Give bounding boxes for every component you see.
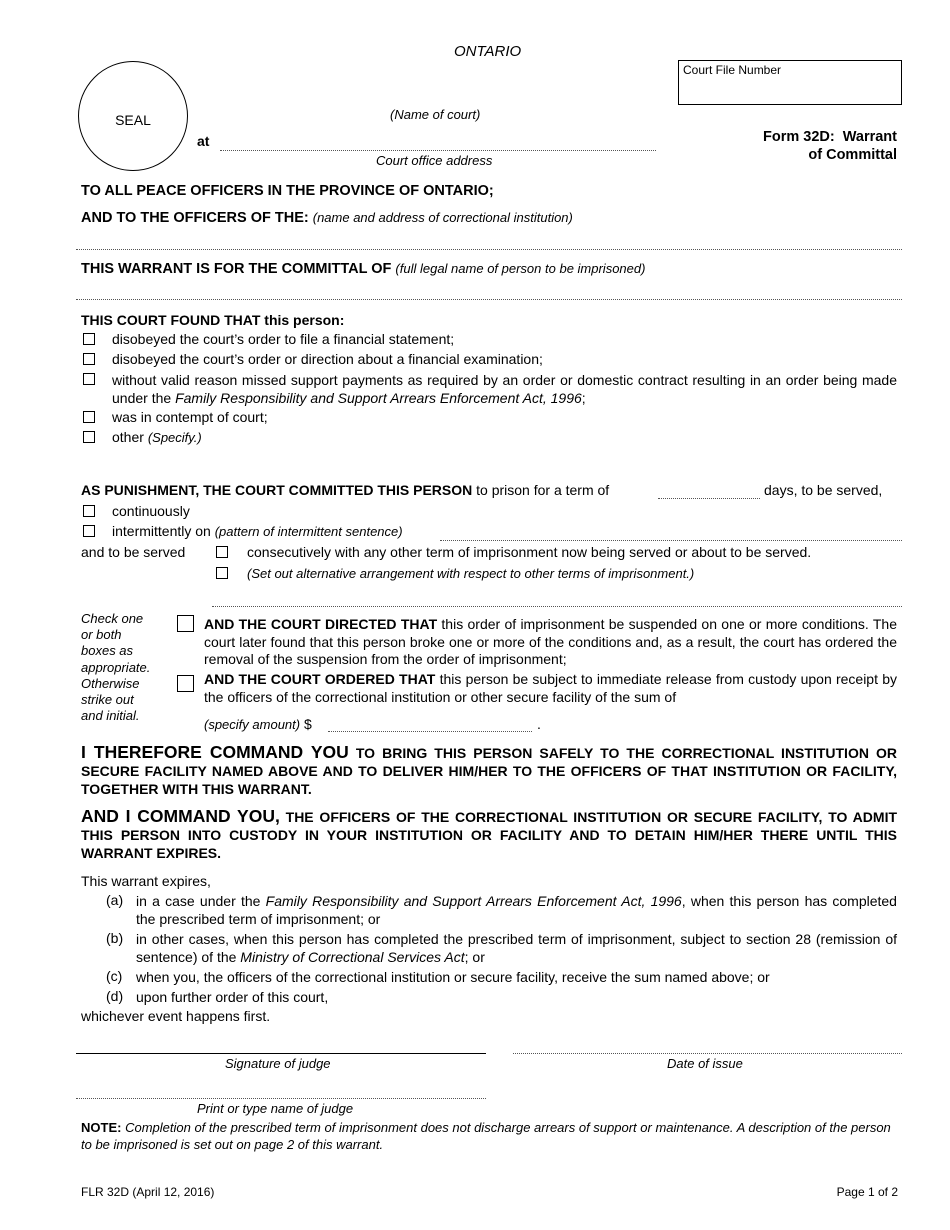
finding-financial-statement-text: disobeyed the court’s order to file a financial statement; [112,331,455,347]
alternative-arrangement-field[interactable] [212,606,902,607]
peace-officers-heading: TO ALL PEACE OFFICERS IN THE PROVINCE OF ONTARIO; [81,183,494,199]
person-name-field[interactable] [76,299,902,300]
alternative-arrangement-hint: (Set out alternative arrangement with respect to other terms of imprisonment.) [247,566,695,581]
court-ordered-checkbox[interactable] [177,675,194,692]
continuously-checkbox[interactable] [83,505,95,517]
judge-signature-field[interactable] [76,1053,486,1054]
officers-of-hint: (name and address of correctional institution) [312,210,573,225]
expiry-item-a [106,892,897,928]
expiry-label-b: (b) [106,930,124,946]
expiry-item-d [106,988,897,1006]
intermittently-line [112,523,403,539]
expiry-a-text2: , when this person has completed the prescribed term of imprisonment; or [136,893,897,927]
intermittent-pattern-field[interactable] [440,540,902,541]
committal-label: THIS WARRANT IS FOR THE COMMITTAL OF [81,261,392,277]
punishment-line [81,482,609,498]
note-text: Completion of the prescribed term of imprisonment does not discharge arrears of support or maintenance. A description of the person to be imprisoned is set out on page 2 of this warrant. [81,1120,891,1152]
amount-period: . [537,716,541,732]
alternative-arrangement-checkbox[interactable] [216,567,228,579]
court-directed-body: this order of imprisonment be suspended on one or more conditions. The court later found that this person broke one or more of the conditions and, as a result, the court has ordered the removal of the suspension from the order of imprisonment; [204,616,897,667]
intermittently-hint: (pattern of intermittent sentence) [214,524,403,539]
province-title: ONTARIO [454,43,522,60]
court-address-field[interactable] [220,150,656,151]
expiry-b-act: Ministry of Correctional Services Act [240,949,465,965]
side-note-line: strike out [81,692,134,708]
second-command-text: THE OFFICERS OF THE CORRECTIONAL INSTITUTION OR SECURE FACILITY, TO ADMIT THIS PERSON INTO CUSTODY IN YOUR INSTITUTION OR FACILITY AND TO DETAIN HIM/HER THERE UNTIL THIS WARRANT EXPIRES. [81,809,898,861]
date-of-issue-field[interactable] [513,1053,902,1054]
finding-other-hint: (Specify.) [147,430,202,445]
intermittently-checkbox[interactable] [83,525,95,537]
expiry-d-text: upon further order of this court, [136,989,329,1005]
expiry-label-a: (a) [106,892,124,908]
amount-field[interactable] [328,731,532,732]
note [81,1120,897,1153]
court-file-number-label: Court File Number [683,63,782,77]
finding-missed-payments-checkbox[interactable] [83,373,95,385]
officers-of-line [81,210,573,226]
side-note-line: boxes as [81,643,134,659]
side-note-line: or both [81,627,122,643]
court-ordered-label: AND THE COURT ORDERED THAT [204,671,436,687]
finding-financial-statement-checkbox[interactable] [83,333,95,345]
side-note-line: appropriate. [81,659,151,675]
form-title-line1: Form 32D: Warrant [762,129,897,145]
court-file-number-box[interactable] [678,60,902,105]
date-of-issue-label: Date of issue [667,1056,743,1071]
expiry-item-b [106,930,897,966]
amount-hint: (specify amount) [204,717,301,732]
finding-missed-payments-text [112,371,897,407]
note-label: NOTE: [81,1120,122,1135]
continuously-text: continuously [112,503,190,519]
expiry-b-text2: ; or [464,949,485,965]
court-office-address-hint: Court office address [376,153,493,168]
days-text: days, to be served, [764,482,883,498]
court-ordered-text [204,671,897,706]
expiry-a-act: Family Responsibility and Support Arrears Enforcement Act, 1996 [265,893,682,909]
expiry-label-d: (d) [106,988,124,1004]
at-label: at [197,133,210,149]
side-note-line: and initial. [81,708,140,724]
name-of-court-hint: (Name of court) [390,107,481,122]
punishment-term-text: to prison for a term of [476,482,610,498]
officers-of-label: AND TO THE OFFICERS OF THE: [81,210,309,226]
court-ordered-body: this person be subject to immediate release from custody upon receipt by the officers of the correctional institution or other secure facility of the sum of [204,671,897,705]
findings-heading: THIS COURT FOUND THAT this person: [81,312,345,328]
missed-payments-text-a: without valid reason missed support payments as required by an order or domestic contract resulting in an order being made under the [112,372,897,406]
expiry-item-c [106,968,897,986]
court-directed-text [204,616,897,669]
form-title [763,128,897,164]
court-directed-label: AND THE COURT DIRECTED THAT [204,616,438,632]
missed-payments-act: Family Responsibility and Support Arrears Enforcement Act, 1996 [175,390,582,406]
seal-label: SEAL [115,112,151,128]
judge-name-field[interactable] [76,1098,486,1099]
court-seal [78,61,188,171]
second-command [81,807,897,862]
finding-financial-examination-checkbox[interactable] [83,353,95,365]
committal-line [81,261,645,277]
finding-financial-examination-text: disobeyed the court’s order or direction about a financial examination; [112,351,543,367]
side-note-line: Otherwise [81,675,140,691]
dollar-sign: $ [303,716,312,732]
side-note-line: Check one [81,611,144,626]
expiry-a-text1: in a case under the [136,893,266,909]
term-days-field[interactable] [658,498,760,499]
check-boxes-side-note [81,611,150,724]
finding-contempt-text: was in contempt of court; [112,409,268,425]
first-command [81,743,897,798]
consecutively-text: consecutively with any other term of imprisonment now being served or about to be served. [247,544,812,560]
finding-other-checkbox[interactable] [83,431,95,443]
judge-name-label: Print or type name of judge [197,1101,354,1116]
and-to-be-served-text: and to be served [81,544,186,560]
expiry-intro: This warrant expires, [81,873,211,889]
missed-payments-text-b: ; [581,390,586,406]
expiry-b-text1: in other cases, when this person has completed the prescribed term of imprisonment, subject to section 28 (remission of sentence) of the [136,931,897,965]
committal-hint: (full legal name of person to be imprisoned) [395,261,646,276]
consecutively-checkbox[interactable] [216,546,228,558]
finding-other-text: other [112,429,144,445]
finding-contempt-checkbox[interactable] [83,411,95,423]
intermittently-text: intermittently on [112,523,211,539]
first-command-text: TO BRING THIS PERSON SAFELY TO THE CORRECTIONAL INSTITUTION OR SECURE FACILITY NAMED ABOVE AND TO DELIVER HIM/HER TO THE OFFICERS OF THAT INSTITUTION OR FACILITY, TOGETHER WITH THIS WARRANT. [81,745,897,797]
expiry-c-text: when you, the officers of the correctional institution or secure facility, receive the sum named above; or [136,969,770,985]
finding-other-line [112,429,202,445]
amount-line [204,716,312,732]
form-id: FLR 32D (April 12, 2016) [81,1185,215,1199]
first-command-lead: I THEREFORE COMMAND YOU [81,742,349,762]
court-directed-checkbox[interactable] [177,615,194,632]
form-title-line2: of Committal [808,147,897,163]
institution-field[interactable] [76,249,902,250]
second-command-lead: AND I COMMAND YOU, [81,806,280,826]
expiry-label-c: (c) [106,968,123,984]
judge-signature-label: Signature of judge [225,1056,331,1071]
punishment-label: AS PUNISHMENT, THE COURT COMMITTED THIS PERSON [81,482,473,498]
expiry-outro: whichever event happens first. [81,1008,271,1024]
page-number: Page 1 of 2 [836,1185,898,1199]
